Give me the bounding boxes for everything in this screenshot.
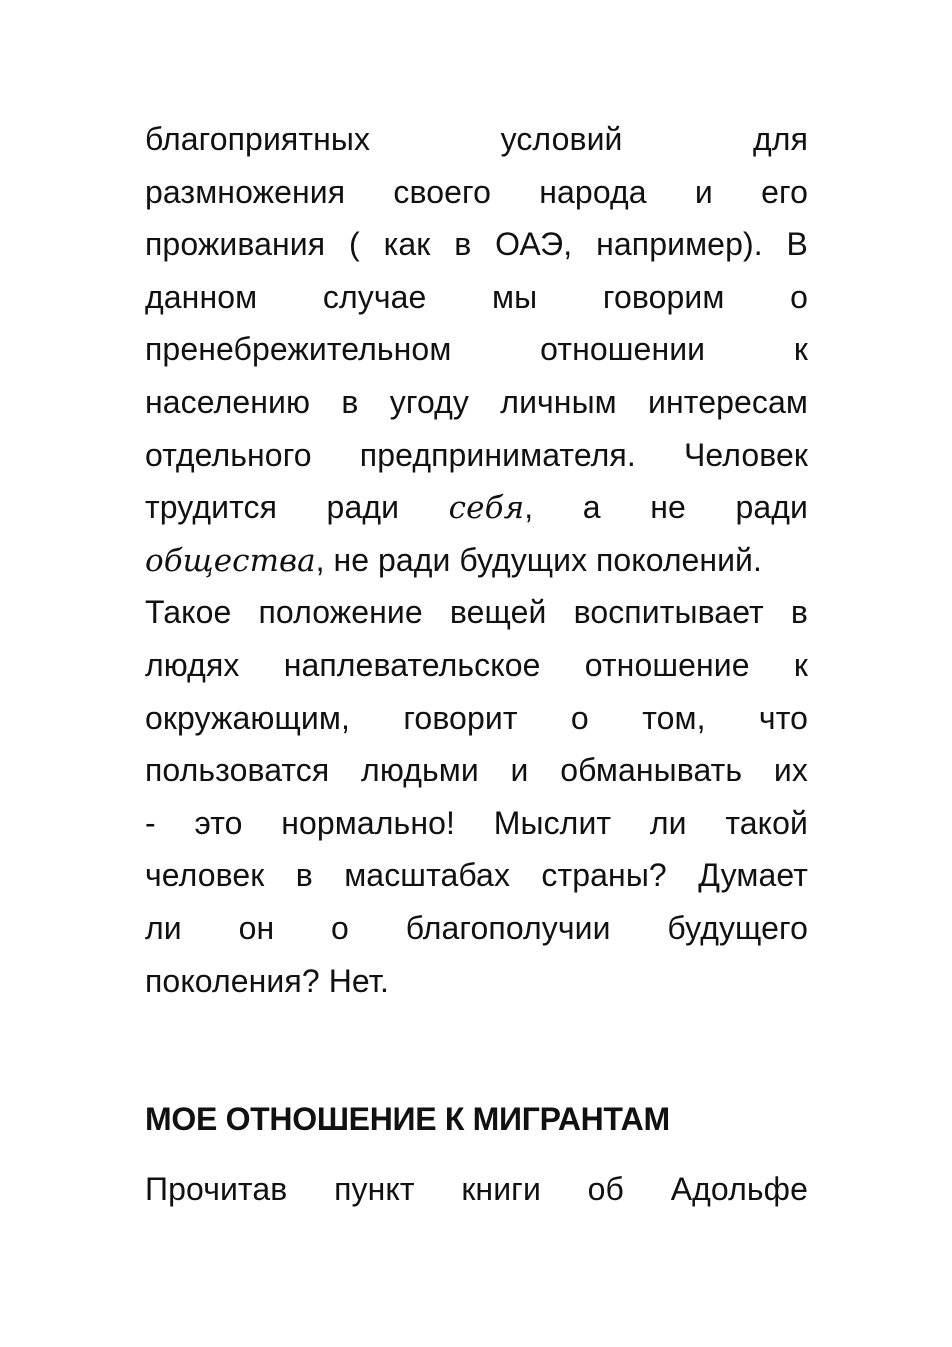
text-segment: пренебрежительном отношении к <box>145 331 808 368</box>
text-line <box>145 902 808 955</box>
text-segment: благоприятных условий для <box>145 121 808 157</box>
text-line <box>145 744 808 797</box>
text-segment: населению в угоду личным интересам <box>145 383 808 420</box>
text-line <box>145 481 808 534</box>
text-segment: пользоватся людьми и обманывать их <box>145 752 808 789</box>
text-line <box>145 586 808 639</box>
text-line <box>145 323 808 376</box>
text-segment: , не ради будущих поколений. <box>315 541 762 578</box>
text-segment: Такое положение вещей воспитывает в <box>145 594 808 631</box>
text-line <box>145 955 808 1008</box>
body-paragraph-2 <box>145 1163 808 1216</box>
text-segment: поколения? Нет. <box>145 962 389 999</box>
text-segment: человек в масштабах страны? Думает <box>145 857 808 894</box>
text-line <box>145 849 808 902</box>
italic-text-segment: общества <box>145 542 316 579</box>
text-segment: размножения своего народа и его <box>145 173 808 210</box>
text-line <box>145 271 808 324</box>
text-segment: данном случае мы говорим о <box>145 278 808 315</box>
text-segment: ли он о благополучии будущего <box>145 909 808 946</box>
text-line <box>145 692 808 745</box>
italic-text-segment: себя <box>448 490 525 527</box>
text-line <box>145 376 808 429</box>
text-segment: , а не ради <box>524 489 808 526</box>
text-segment: Прочитав пункт книги об Адольфе <box>145 1171 808 1207</box>
body-paragraph-1 <box>145 113 808 1007</box>
text-segment: трудится ради <box>145 489 449 526</box>
text-segment: отдельного предпринимателя. Человек <box>145 436 808 473</box>
text-line <box>145 429 808 482</box>
text-segment: людях наплевательское отношение к <box>145 646 808 683</box>
text-line <box>145 113 808 166</box>
text-line <box>145 218 808 271</box>
text-segment: окружающим, говорит о том, что <box>145 699 808 736</box>
text-line <box>145 639 808 692</box>
text-segment: - это нормально! Мыслит ли такой <box>145 804 808 841</box>
text-line <box>145 166 808 219</box>
text-line <box>145 534 808 587</box>
text-line <box>145 797 808 850</box>
text-line <box>145 1163 808 1216</box>
section-heading: МОЕ ОТНОШЕНИЕ К МИГРАНТАМ <box>145 1101 670 1137</box>
text-segment: проживания ( как в ОАЭ, например). В <box>145 226 808 263</box>
